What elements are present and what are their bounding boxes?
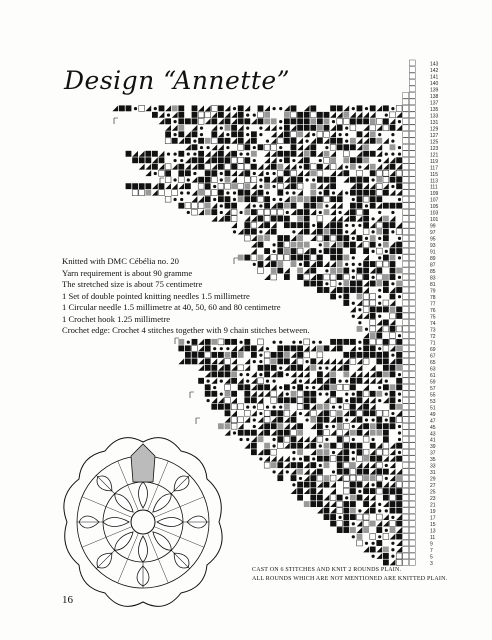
round-number: 79 [430,288,436,295]
round-number: 61 [430,372,436,379]
round-number: 139 [430,87,439,94]
round-number: 21 [430,502,436,509]
round-number: 123 [430,145,439,152]
round-number: 59 [430,379,436,386]
materials-line: Yarn requirement is about 90 gramme [62,267,193,278]
round-number: 65 [430,359,436,366]
round-number: 9 [430,541,433,548]
round-number: 15 [430,522,436,529]
round-number: 72 [430,333,436,340]
round-number: 25 [430,489,436,496]
round-number: 69 [430,346,436,353]
round-number: 133 [430,113,439,120]
page-title: Design “Annette” [64,66,290,95]
round-number: 105 [430,204,439,211]
round-number: 115 [430,171,438,178]
round-number: 51 [430,405,436,412]
round-number: 113 [430,178,438,185]
round-number: 125 [430,139,439,146]
round-number: 97 [430,230,436,237]
round-number: 141 [430,74,439,81]
chart-notes [252,566,447,584]
materials-line: 1 Circular needle 1.5 millimetre at 40, 50, 60 and 80 centimetre [62,302,281,312]
round-number: 95 [430,236,436,243]
page-number: 16 [62,594,73,606]
round-number: 75 [430,314,436,321]
round-number: 53 [430,398,436,405]
materials-line: Knitted with DMC Cébélia no. 20 [62,256,179,266]
round-number: 131 [430,119,439,126]
note-line: ALL ROUNDS WHICH ARE NOT MENTIONED ARE KNITTED PLAIN. [252,576,448,582]
round-number: 117 [430,165,438,172]
round-number: 107 [430,197,439,204]
round-number: 73 [430,327,436,334]
note-line: CAST ON 6 STITCHES AND KNIT 2 ROUNDS PLAIN. [252,567,402,573]
round-number: 55 [430,392,436,399]
materials-line: The stretched size is about 75 centimetre [62,279,203,289]
round-number: 109 [430,191,439,198]
round-number: 129 [430,126,439,133]
round-number: 37 [430,450,436,457]
materials-list [62,256,309,337]
materials-line: Crochet edge: Crochet 4 stitches together with 9 chain stitches between. [62,325,310,335]
materials-line: 1 Set of double pointed knitting needles 1.5 millimetre [62,290,250,301]
round-number: 31 [430,470,436,477]
round-number: 35 [430,457,436,464]
round-number: 3 [430,561,433,567]
materials-line: 1 Crochet hook 1.25 millimetre [62,313,171,324]
round-number: 77 [430,301,436,308]
round-number: 45 [430,424,436,431]
round-number: 63 [430,366,436,373]
round-number: 135 [430,106,439,113]
round-number: 111 [430,184,438,191]
round-number: 57 [430,385,436,392]
round-number: 99 [430,223,436,230]
round-number: 89 [430,256,436,263]
round-number: 71 [430,340,436,347]
round-number: 76 [430,308,436,314]
round-number: 127 [430,132,439,139]
round-number: 81 [430,282,436,289]
round-number: 74 [430,320,436,327]
round-number: 27 [430,483,436,490]
round-number: 7 [430,548,433,555]
round-number: 142 [430,67,439,74]
round-number: 41 [430,437,436,444]
round-number: 137 [430,100,439,107]
round-number: 47 [430,418,436,425]
round-number: 143 [430,61,439,68]
round-number: 138 [430,93,439,100]
round-number: 103 [430,210,439,217]
round-number: 93 [430,243,436,250]
round-number: 33 [430,463,436,470]
round-number: 29 [430,476,436,483]
round-number: 121 [430,152,439,159]
round-number: 17 [430,515,436,522]
round-number: 13 [430,528,436,535]
round-number: 19 [430,509,436,516]
round-number: 23 [430,496,436,503]
round-number: 78 [430,295,436,302]
highlighted-section [131,444,155,482]
round-number: 83 [430,275,436,282]
round-number: 101 [430,217,439,224]
round-number: 140 [430,80,439,87]
round-number: 11 [430,535,436,542]
round-number: 85 [430,269,436,276]
round-number: 119 [430,158,438,165]
round-number: 49 [430,411,436,418]
round-number: 43 [430,431,436,438]
round-number: 67 [430,353,436,360]
round-number: 87 [430,262,436,269]
round-number: 39 [430,444,436,451]
round-number: 91 [430,249,436,256]
round-number: 5 [430,554,433,561]
